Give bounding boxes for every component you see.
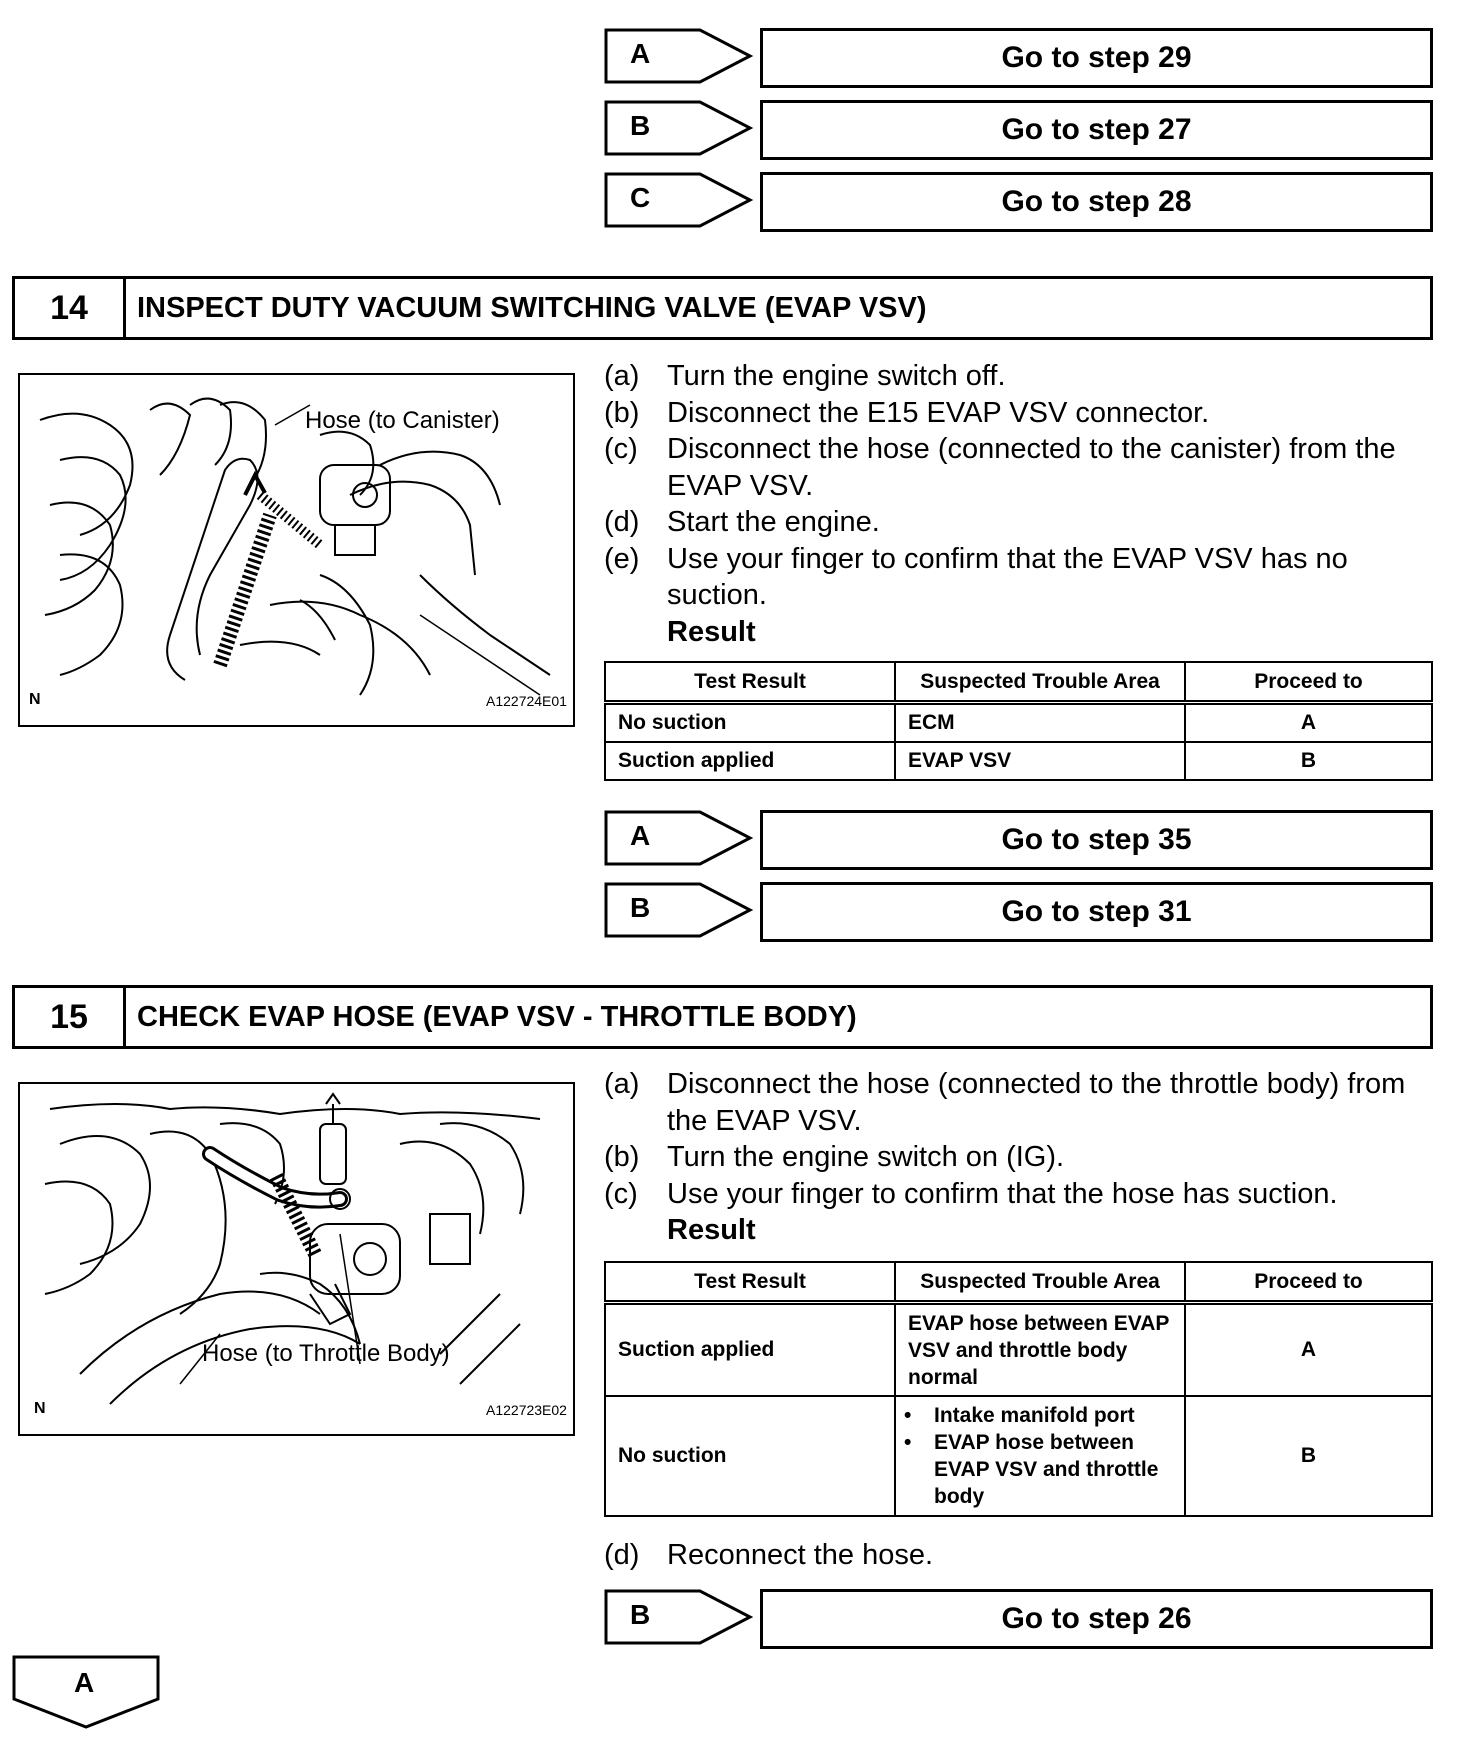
branch-letter: A xyxy=(630,820,651,851)
step-title: CHECK EVAP HOSE (EVAP VSV - THROTTLE BODY) xyxy=(137,1000,857,1033)
figure-callout: Hose (to Canister) xyxy=(305,407,500,434)
branch-row-c[interactable] xyxy=(604,172,1433,232)
instruction-item xyxy=(604,395,1434,432)
cell-area xyxy=(895,1396,1185,1516)
instruction-text: Start the engine. xyxy=(667,506,880,538)
result-label: Result xyxy=(667,615,756,648)
table-header-row xyxy=(605,1262,1432,1303)
branch-letter: C xyxy=(630,182,651,213)
table-header: Suspected Trouble Area xyxy=(895,1262,1185,1303)
continue-letter: A xyxy=(74,1667,95,1698)
figure-orientation: N xyxy=(29,691,41,708)
cell-result: Suction applied xyxy=(605,1303,895,1397)
step-number: 15 xyxy=(15,988,126,1046)
instruction-label: (d) xyxy=(604,1539,640,1571)
cell-proceed: B xyxy=(1185,742,1432,780)
instruction-text: Disconnect the hose (connected to the throttle body) from the EVAP VSV. xyxy=(667,1068,1406,1137)
table-header: Suspected Trouble Area xyxy=(895,662,1185,703)
instruction-label: (e) xyxy=(604,542,640,575)
branch-arrow-icon xyxy=(604,172,754,228)
branch-arrow-icon xyxy=(604,882,754,938)
branch-arrow-icon xyxy=(604,100,754,156)
cell-result: No suction xyxy=(605,703,895,743)
list-item: • Intake manifold port xyxy=(896,1402,1172,1429)
branch-arrow-icon xyxy=(604,28,754,84)
step-14-result-table xyxy=(604,661,1433,781)
branch-target[interactable]: Go to step 28 xyxy=(760,172,1433,232)
instruction-item xyxy=(604,541,1434,614)
instruction-text: Disconnect the hose (connected to the canister) from the EVAP VSV. xyxy=(667,433,1396,502)
instruction-text: Use your finger to confirm that the EVAP VSV has no suction. xyxy=(667,542,1348,611)
cell-area: EVAP hose between EVAP VSV and throttle body normal xyxy=(895,1303,1185,1397)
branch-arrow-icon xyxy=(604,1589,754,1645)
instruction-label: (b) xyxy=(604,396,640,429)
instruction-text: Turn the engine switch off. xyxy=(667,360,1006,392)
instruction-item xyxy=(604,358,1434,395)
instruction-label: (a) xyxy=(604,1068,640,1100)
cell-area: EVAP VSV xyxy=(895,742,1185,780)
instruction-text: Reconnect the hose. xyxy=(667,1539,934,1571)
instruction-label: (c) xyxy=(604,433,638,465)
cell-result: No suction xyxy=(605,1396,895,1516)
branch-target[interactable]: Go to step 27 xyxy=(760,100,1433,160)
step-15-header xyxy=(12,985,1433,1049)
instruction-label: (c) xyxy=(604,1177,638,1210)
table-row xyxy=(605,742,1432,780)
instruction-item xyxy=(604,1139,1434,1176)
step-14-instructions xyxy=(604,358,1434,650)
cell-result: Suction applied xyxy=(605,742,895,780)
step-15-instructions xyxy=(604,1066,1434,1249)
branch-row-b[interactable] xyxy=(604,100,1433,160)
instruction-label: (b) xyxy=(604,1141,640,1173)
instruction-item xyxy=(604,1537,1434,1574)
step-14-figure xyxy=(18,373,575,727)
table-header: Proceed to xyxy=(1185,662,1432,703)
figure-orientation: N xyxy=(34,1400,46,1417)
result-label: Result xyxy=(667,1214,756,1246)
instruction-item xyxy=(604,431,1434,504)
table-header: Test Result xyxy=(605,1262,895,1303)
table-header: Test Result xyxy=(605,662,895,703)
step-15-result-table xyxy=(604,1261,1433,1517)
list-item: • EVAP hose between EVAP VSV and throttle body xyxy=(896,1429,1172,1510)
step-14-header xyxy=(12,276,1433,340)
branch-target[interactable]: Go to step 35 xyxy=(760,810,1433,870)
instruction-text: Turn the engine switch on (IG). xyxy=(667,1141,1065,1173)
instruction-text: Disconnect the E15 EVAP VSV connector. xyxy=(667,396,1210,429)
branch-target[interactable]: Go to step 31 xyxy=(760,882,1433,942)
step-15-figure xyxy=(18,1082,575,1436)
instruction-text: Use your finger to confirm that the hose has suction. xyxy=(667,1177,1338,1210)
branch-row-a[interactable] xyxy=(604,810,1433,870)
branch-target[interactable]: Go to step 29 xyxy=(760,28,1433,88)
figure-callout: Hose (to Throttle Body) xyxy=(202,1340,450,1367)
branch-letter: B xyxy=(630,1599,651,1630)
instruction-item xyxy=(604,1176,1434,1213)
table-row xyxy=(605,1303,1432,1397)
area-list xyxy=(896,1402,1172,1510)
branch-letter: A xyxy=(630,38,651,69)
engine-illustration-icon xyxy=(20,1084,573,1434)
table-row xyxy=(605,1396,1432,1516)
instruction-item xyxy=(604,504,1434,541)
step-15-after-table xyxy=(604,1537,1434,1574)
branch-arrow-icon xyxy=(604,810,754,866)
branch-target[interactable]: Go to step 26 xyxy=(760,1589,1433,1649)
continue-marker[interactable] xyxy=(12,1655,160,1731)
instruction-item xyxy=(604,1066,1434,1139)
cell-area: ECM xyxy=(895,703,1185,743)
instruction-label: (d) xyxy=(604,506,640,538)
table-header: Proceed to xyxy=(1185,1262,1432,1303)
branch-letter: B xyxy=(630,892,651,923)
step-title: INSPECT DUTY VACUUM SWITCHING VALVE (EVAP VSV) xyxy=(137,291,927,324)
cell-proceed: A xyxy=(1185,703,1432,743)
instruction-label: (a) xyxy=(604,360,640,392)
branch-row-b[interactable] xyxy=(604,1589,1433,1649)
figure-code: A122724E01 xyxy=(486,693,567,709)
step-number: 14 xyxy=(15,279,126,337)
figure-code: A122723E02 xyxy=(486,1402,567,1418)
cell-proceed: A xyxy=(1185,1303,1432,1397)
branch-row-a[interactable] xyxy=(604,28,1433,88)
table-row xyxy=(605,703,1432,743)
branch-row-b[interactable] xyxy=(604,882,1433,942)
table-header-row xyxy=(605,662,1432,703)
branch-letter: B xyxy=(630,110,651,141)
cell-proceed: B xyxy=(1185,1396,1432,1516)
